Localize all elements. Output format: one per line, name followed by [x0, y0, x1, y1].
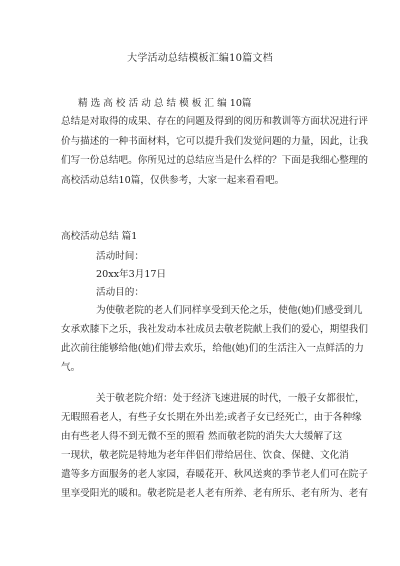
home-intro-line-1: 关于敬老院介绍：处于经济飞速进展的时代，一般子女都很忙， [96, 393, 365, 404]
document-title: 大学活动总结模板汇编10篇文档 [127, 53, 273, 64]
purpose-line-4: 气。 [61, 362, 81, 373]
home-intro-line-2: 无暇照看老人，有些子女长期在外出差;或者子女已经死亡，由于各种缘 [61, 412, 362, 423]
purpose-line-2: 女承欢膝下之乐，我社发动本社成员去敬老院献上我们的爱心，期望我们 [61, 324, 368, 335]
home-intro-line-5: 遣等多方面服务的老人家园，春暖花开、秋风送爽的季节老人们可在院子 [61, 469, 368, 480]
activity-time-value: 20xx年3月17日 [96, 269, 167, 280]
intro-line-1: 总结是对取得的成果、存在的问题及得到的阅历和教训等方面状况进行评 [61, 116, 368, 127]
purpose-line-3: 此次前往能够给他(她)们带去欢乐，给他(她)们的生活注入一点鲜活的力 [61, 343, 364, 354]
activity-purpose-label: 活动目的： [96, 287, 144, 298]
intro-line-3: 们写一份总结吧。你所见过的总结应当是什么样的？下面是我细心整理的 [61, 155, 368, 166]
activity-time-label: 活动时间： [96, 251, 144, 262]
section-heading: 高校活动总结 篇1 [61, 231, 138, 242]
purpose-line-1: 为使敬老院的老人们同样享受到天伦之乐，使他(她)们感受到儿 [96, 305, 363, 316]
intro-line-4: 高校活动总结10篇，仅供参考，大家一起来看看吧。 [61, 175, 285, 186]
intro-line-2: 价与描述的一种书面材料，它可以提升我们发觉问题的力量，因此，让我 [61, 136, 368, 147]
home-intro-line-6: 里享受阳光的暖和。敬老院是老人老有所养、老有所乐、老有所为、老有 [61, 488, 368, 499]
intro-heading: 精 选 高 校 活 动 总 结 模 板 汇 编 10篇 [78, 98, 252, 109]
home-intro-line-3: 由有些老人得不到无微不至的照看 然而敬老院的消失大大缓解了这 [61, 431, 343, 442]
home-intro-line-4: 一现状，敬老院是特地为老年伴侣们带给居住、饮食、保健、文化消 [61, 450, 349, 461]
